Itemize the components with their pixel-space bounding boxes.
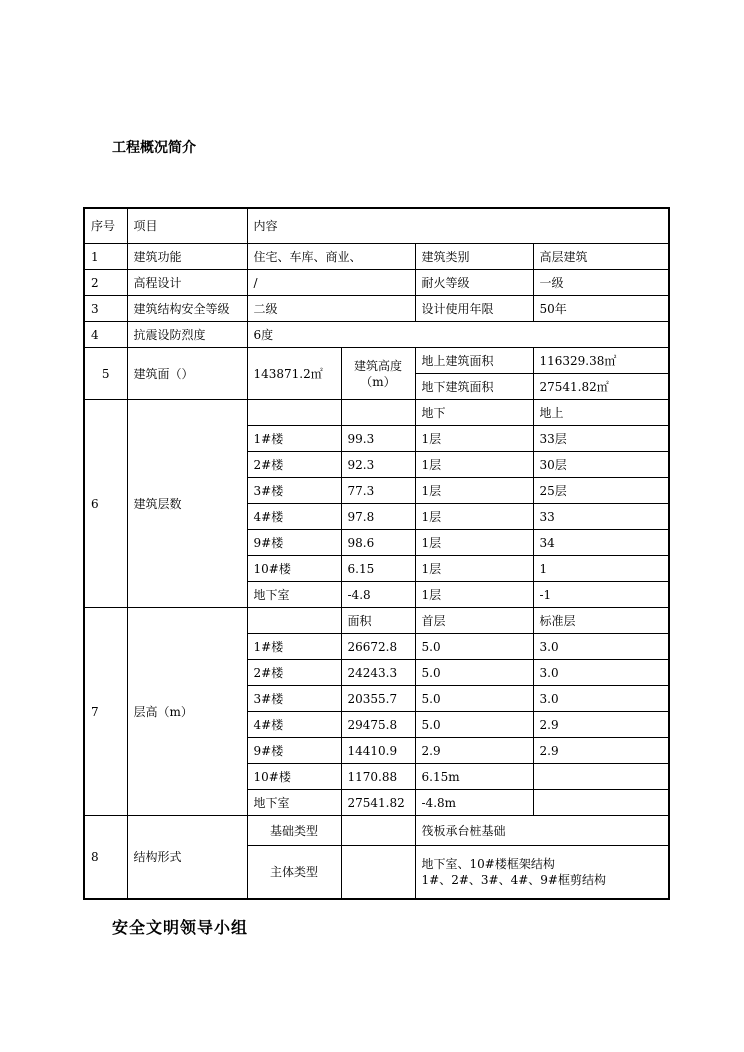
height-label — [341, 348, 415, 400]
first-floor-height: 5.0 — [415, 634, 533, 660]
table-row — [84, 322, 669, 348]
row-value: 二级 — [247, 296, 415, 322]
building-name: 地下室 — [247, 790, 341, 816]
header-no: 序号 — [84, 208, 127, 244]
foundation-label: 基础类型 — [247, 816, 341, 846]
row-no: 7 — [84, 608, 127, 816]
row-item: 建筑结构安全等级 — [127, 296, 247, 322]
row-value: 6度 — [247, 322, 669, 348]
main-structure-label: 主体类型 — [247, 846, 341, 900]
main-structure-line2: 1#、2#、3#、4#、9#框剪结构 — [421, 873, 606, 887]
row-no: 3 — [84, 296, 127, 322]
building-name: 3#楼 — [247, 686, 341, 712]
building-height: 92.3 — [341, 452, 415, 478]
underground-floors: 1层 — [415, 504, 533, 530]
building-name: 10#楼 — [247, 556, 341, 582]
row-value: 住宅、车库、商业、 — [247, 244, 415, 270]
first-floor-height: 5.0 — [415, 686, 533, 712]
height-label-line1: 建筑高度 — [353, 358, 402, 373]
empty-cell — [341, 400, 415, 426]
row-label: 耐火等级 — [415, 270, 533, 296]
building-area: 27541.82 — [341, 790, 415, 816]
building-name: 1#楼 — [247, 634, 341, 660]
row-item: 建筑功能 — [127, 244, 247, 270]
row-item: 抗震设防烈度 — [127, 322, 247, 348]
row-no: 5 — [84, 348, 127, 400]
building-area: 24243.3 — [341, 660, 415, 686]
below-area-label: 地下建筑面积 — [415, 374, 533, 400]
row-item: 建筑面（） — [127, 348, 247, 400]
first-floor-height: 5.0 — [415, 660, 533, 686]
header-item: 项目 — [127, 208, 247, 244]
row-item: 层高（m） — [127, 608, 247, 816]
row-item: 结构形式 — [127, 816, 247, 900]
standard-floor-header: 标准层 — [533, 608, 669, 634]
building-name: 9#楼 — [247, 530, 341, 556]
building-area: 20355.7 — [341, 686, 415, 712]
underground-floors: 1层 — [415, 530, 533, 556]
building-area: 14410.9 — [341, 738, 415, 764]
section-heading: 安全文明领导小组 — [112, 918, 249, 937]
row-value: 高层建筑 — [533, 244, 669, 270]
first-floor-height: 5.0 — [415, 712, 533, 738]
table-row — [84, 270, 669, 296]
aboveground-floors: 33层 — [533, 426, 669, 452]
building-name: 2#楼 — [247, 660, 341, 686]
standard-floor-height: 3.0 — [533, 634, 669, 660]
header-content: 内容 — [247, 208, 669, 244]
aboveground-floors: 34 — [533, 530, 669, 556]
first-floor-height: 6.15m — [415, 764, 533, 790]
row-label: 设计使用年限 — [415, 296, 533, 322]
main-structure-value — [415, 846, 669, 900]
row-item: 高程设计 — [127, 270, 247, 296]
row-value: / — [247, 270, 415, 296]
aboveground-floors: 33 — [533, 504, 669, 530]
standard-floor-height: 3.0 — [533, 686, 669, 712]
building-height: -4.8 — [341, 582, 415, 608]
table-row — [84, 816, 669, 846]
first-floor-header: 首层 — [415, 608, 533, 634]
row-no: 1 — [84, 244, 127, 270]
building-name: 4#楼 — [247, 712, 341, 738]
building-name: 4#楼 — [247, 504, 341, 530]
building-name: 10#楼 — [247, 764, 341, 790]
aboveground-header: 地上 — [533, 400, 669, 426]
area-header: 面积 — [341, 608, 415, 634]
standard-floor-height — [533, 790, 669, 816]
aboveground-floors: 30层 — [533, 452, 669, 478]
project-overview-table — [83, 207, 670, 900]
standard-floor-height: 2.9 — [533, 712, 669, 738]
row-value: 50年 — [533, 296, 669, 322]
table-row — [84, 296, 669, 322]
row-no: 8 — [84, 816, 127, 900]
main-structure-line1: 地下室、10#楼框架结构 — [421, 857, 555, 871]
table-row — [84, 348, 669, 374]
building-height: 97.8 — [341, 504, 415, 530]
table-header-row — [84, 208, 669, 244]
standard-floor-height — [533, 764, 669, 790]
table-row — [84, 244, 669, 270]
building-name: 地下室 — [247, 582, 341, 608]
row-no: 6 — [84, 400, 127, 608]
height-label-line2: （m） — [360, 374, 396, 389]
page-title: 工程概况简介 — [112, 140, 196, 156]
building-name: 2#楼 — [247, 452, 341, 478]
standard-floor-height: 3.0 — [533, 660, 669, 686]
empty-cell — [341, 846, 415, 900]
building-height: 77.3 — [341, 478, 415, 504]
table-row — [84, 400, 669, 426]
underground-floors: 1层 — [415, 556, 533, 582]
aboveground-floors: -1 — [533, 582, 669, 608]
first-floor-height: -4.8m — [415, 790, 533, 816]
row-value: 一级 — [533, 270, 669, 296]
row-no: 2 — [84, 270, 127, 296]
table-row — [84, 608, 669, 634]
row-item: 建筑层数 — [127, 400, 247, 608]
total-area: 143871.2㎡ — [247, 348, 341, 400]
building-height: 6.15 — [341, 556, 415, 582]
above-area-value: 116329.38㎡ — [533, 348, 669, 374]
underground-floors: 1层 — [415, 582, 533, 608]
aboveground-floors: 25层 — [533, 478, 669, 504]
building-area: 26672.8 — [341, 634, 415, 660]
row-no: 4 — [84, 322, 127, 348]
below-area-value: 27541.82㎡ — [533, 374, 669, 400]
standard-floor-height: 2.9 — [533, 738, 669, 764]
building-area: 1170.88 — [341, 764, 415, 790]
building-height: 98.6 — [341, 530, 415, 556]
underground-floors: 1层 — [415, 452, 533, 478]
underground-floors: 1层 — [415, 478, 533, 504]
building-area: 29475.8 — [341, 712, 415, 738]
first-floor-height: 2.9 — [415, 738, 533, 764]
underground-floors: 1层 — [415, 426, 533, 452]
empty-cell — [247, 400, 341, 426]
empty-cell — [247, 608, 341, 634]
building-name: 3#楼 — [247, 478, 341, 504]
building-name: 1#楼 — [247, 426, 341, 452]
building-name: 9#楼 — [247, 738, 341, 764]
underground-header: 地下 — [415, 400, 533, 426]
foundation-value: 筏板承台桩基础 — [415, 816, 669, 846]
building-height: 99.3 — [341, 426, 415, 452]
row-label: 建筑类别 — [415, 244, 533, 270]
empty-cell — [341, 816, 415, 846]
aboveground-floors: 1 — [533, 556, 669, 582]
above-area-label: 地上建筑面积 — [415, 348, 533, 374]
